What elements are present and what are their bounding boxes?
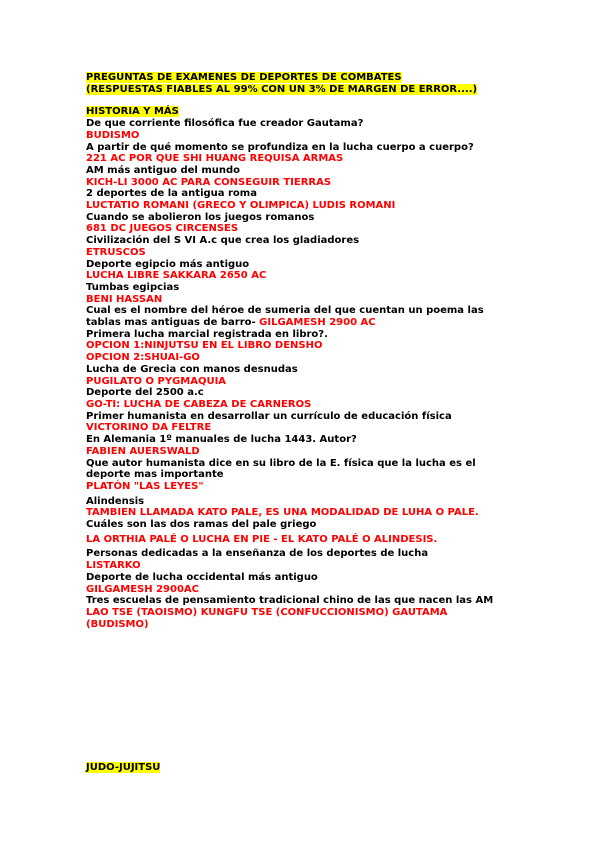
answer: GO-TI: LUCHA DE CABEZA DE CARNEROS (86, 398, 312, 410)
answer: TAMBIEN LLAMADA KATO PALE, ES UNA MODALIDAD DE LUHA O PALE. (86, 507, 479, 519)
question: Lucha de Grecia con manos desnudas (86, 363, 298, 375)
question: A partir de qué momento se profundiza en la lucha cuerpo a cuerpo? (86, 141, 474, 153)
answer: OPCION 1:NINJUTSU EN EL LIBRO DENSHO (86, 340, 323, 352)
question: Cual es el nombre del héroe de sumeria del que cuentan un poema las (86, 305, 484, 317)
answer: GILGAMESH 2900 AC (255, 317, 376, 329)
answer: (BUDISMO) (86, 618, 149, 630)
question: En Alemania 1º manuales de lucha 1443. Autor? (86, 434, 357, 446)
doc-title-line1: PREGUNTAS DE EXAMENES DE DEPORTES DE COMBATES (86, 72, 402, 83)
question: Civilización del S VI A.c que crea los gladiadores (86, 235, 360, 247)
doc-title-line2: (RESPUESTAS FIABLES AL 99% CON UN 3% DE MARGEN DE ERROR....) (86, 83, 478, 95)
answer: GILGAMESH 2900AC (86, 583, 199, 595)
question: Deporte del 2500 a.c (86, 387, 204, 399)
question: Que autor humanista dice en su libro de la E. física que la lucha es el (86, 457, 476, 469)
question: Deporte egipcio más antiguo (86, 258, 250, 270)
question: deporte mas importante (86, 469, 224, 481)
answer: PUGILATO O PYGMAQUIA (86, 375, 227, 387)
question: Tumbas egipcias (86, 281, 180, 293)
section-heading: HISTORIA Y MÁS (86, 106, 179, 118)
answer: BENI HASSAN (86, 293, 163, 305)
answer: VICTORINO DA FELTRE (86, 422, 212, 434)
answer: 221 AC POR QUE SHI HUANG REQUISA ARMAS (86, 153, 344, 165)
answer: BUDISMO (86, 129, 140, 141)
answer: LAO TSE (TAOISMO) KUNGFU TSE (CONFUCCIONISMO) GAUTAMA (86, 606, 448, 618)
question: De que corriente filosófica fue creador Gautama? (86, 118, 364, 130)
question: Cuáles son las dos ramas del pale griego (86, 519, 317, 531)
answer: OPCION 2:SHUAI-GO (86, 352, 200, 364)
answer: PLATÓN "LAS LEYES" (86, 480, 204, 492)
question: Deporte de lucha occidental más antiguo (86, 571, 318, 583)
question: 2 deportes de la antigua roma (86, 188, 257, 200)
answer: LUCHA LIBRE SAKKARA 2650 AC (86, 270, 267, 282)
question: Primer humanista en desarrollar un currículo de educación física (86, 410, 452, 422)
answer: LA ORTHIA PALÉ O LUCHA EN PIE - EL KATO PALÉ O ALINDESIS. (86, 533, 438, 545)
answer: 681 DC JUEGOS CIRCENSES (86, 223, 239, 235)
question: AM más antiguo del mundo (86, 164, 241, 176)
question: tablas mas antiguas de barro- (86, 317, 256, 329)
question: Personas dedicadas a la enseñanza de los deportes de lucha (86, 548, 429, 560)
answer: ETRUSCOS (86, 246, 146, 258)
question: Primera lucha marcial registrada en libro?. (86, 328, 328, 340)
answer: LUCTATIO ROMANI (GRECO Y OLIMPICA) LUDIS ROMANI (86, 200, 396, 212)
document-body (86, 72, 546, 630)
next-section-heading-text: JUDO-JUJITSU (86, 762, 161, 773)
question: Alindensis (86, 495, 145, 507)
answer: LISTARKO (86, 560, 141, 572)
next-section-heading (86, 762, 160, 774)
answer: FABIEN AUERSWALD (86, 445, 200, 457)
answer: KICH-LI 3000 AC PARA CONSEGUIR TIERRAS (86, 176, 332, 188)
question: Cuando se abolieron los juegos romanos (86, 211, 315, 223)
question: Tres escuelas de pensamiento tradicional chino de las que nacen las AM (86, 595, 494, 607)
